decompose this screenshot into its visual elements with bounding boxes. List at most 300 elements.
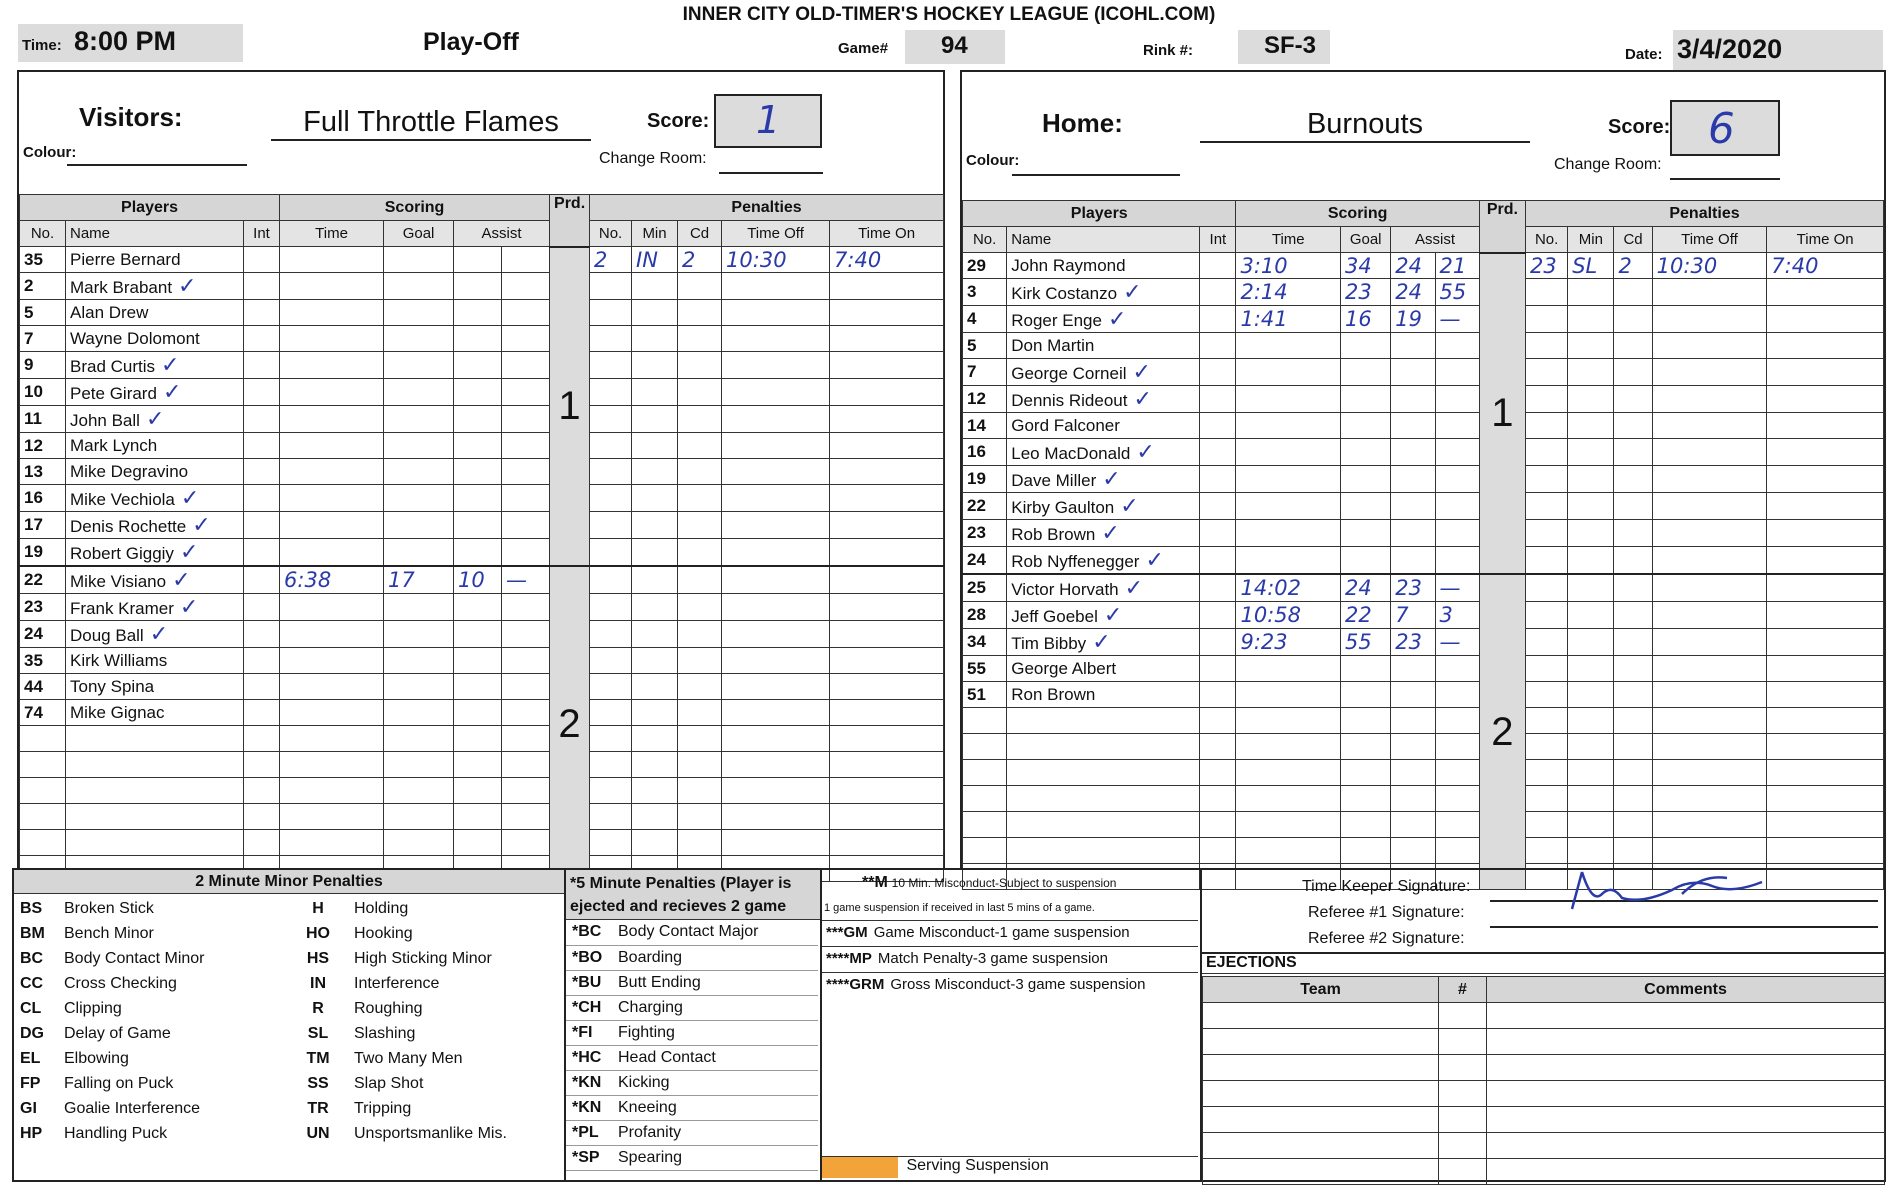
major-penalty-row [566,1020,818,1045]
int-cell [1200,359,1236,386]
int-cell [244,247,280,273]
pen-minutes [678,566,722,594]
score-assist1 [1391,812,1435,838]
player-number: 16 [20,485,66,512]
score-goal [1341,734,1391,760]
pen-time-off [1652,386,1767,413]
score-goal [1341,359,1391,386]
ejection-cell[interactable] [1487,1081,1885,1107]
pen-time-off [722,273,830,300]
ejection-row [1203,1159,1885,1185]
referee1-line [1490,926,1878,928]
ejection-cell[interactable] [1439,1055,1487,1081]
pen-code [632,566,678,594]
scoring-header: Scoring [1236,201,1479,227]
pen-minutes [1614,547,1652,575]
league-title: INNER CITY OLD-TIMER'S HOCKEY LEAGUE (ICOHL.COM) [682,4,1216,25]
pen-time-off [1652,466,1767,493]
pen-time-on [830,273,944,300]
player-name [1007,466,1200,493]
player-number: 22 [963,493,1007,520]
minor-penalty-row [14,1071,562,1096]
score-assist1: 24 [1391,253,1435,279]
player-number: 7 [963,359,1007,386]
penalty-desc: Clipping [64,999,122,1017]
player-name-text: Roger Enge [1011,311,1102,330]
pen-time-off [1652,547,1767,575]
player-number [963,734,1007,760]
score-assist2 [502,804,550,830]
pen-minutes [678,406,722,433]
player-number: 5 [20,300,66,326]
penalty-desc: Boarding [612,945,818,970]
ejection-cell[interactable] [1203,1159,1439,1185]
int-cell [244,406,280,433]
score-goal [384,300,454,326]
grid-subheader-row [963,227,1884,253]
pen-minutes [1614,386,1652,413]
ejection-cell[interactable] [1203,1029,1439,1055]
pen-time-off [1652,574,1767,602]
int-cell [244,752,280,778]
player-row [963,812,1884,838]
player-number: 34 [963,629,1007,656]
pen-code [632,700,678,726]
pen-time-on [1767,629,1884,656]
player-row [963,574,1884,602]
player-row [963,306,1884,333]
score-assist2 [502,247,550,273]
score-time [1236,682,1341,708]
minor-penalty-row [14,1096,562,1121]
pen-time-on [830,352,944,379]
pen-code [1568,493,1614,520]
players-header: Players [20,195,280,221]
pen-code [1568,359,1614,386]
pen-time-off [722,459,830,485]
int-cell [1200,574,1236,602]
player-row [20,539,944,567]
penalties-header: Penalties [1526,201,1884,227]
player-name [1007,493,1200,520]
pen-number [590,539,632,567]
score-time [280,379,384,406]
visitors-change-room-line [719,172,823,174]
pen-time-on [1767,386,1884,413]
score-goal [1341,812,1391,838]
score-assist1 [454,726,502,752]
ejection-cell[interactable] [1439,1107,1487,1133]
player-name [66,352,244,379]
player-row [963,466,1884,493]
pen-number [1526,656,1568,682]
minor-penalty-row [14,946,562,971]
score-assist2: — [1435,574,1479,602]
pen-number [1526,574,1568,602]
pen-time-on [830,778,944,804]
score-time [1236,734,1341,760]
ejection-cell[interactable] [1439,1003,1487,1029]
score-assist2 [502,300,550,326]
int-cell [1200,760,1236,786]
penalty-code: TM [306,1049,330,1067]
check-mark-icon: ✓ [179,594,199,619]
score-assist2 [1435,734,1479,760]
player-name [1007,386,1200,413]
player-number [20,830,66,856]
pen-time-on [830,594,944,621]
pen-minutes [1614,812,1652,838]
score-assist2 [502,700,550,726]
score-goal [384,459,454,485]
pen-time-on [830,485,944,512]
ejections-number-header: # [1439,977,1487,1003]
penalty-code: IN [310,974,326,992]
penalty-desc: Body Contact Minor [64,949,205,967]
player-name-text: Kirk Williams [70,650,168,670]
penalty-desc: Slap Shot [354,1074,424,1092]
int-cell [1200,306,1236,333]
score-goal [1341,520,1391,547]
player-row [20,406,944,433]
pen-time-off: 10:30 [1652,253,1767,279]
period-number: 2 [558,701,581,746]
penalty-code: TR [307,1099,329,1117]
player-name-text: Mark Lynch [70,435,158,455]
penalty-desc: Unsportsmanlike Mis. [354,1124,507,1142]
score-goal [384,648,454,674]
score-time [1236,413,1341,439]
score-assist2 [1435,466,1479,493]
pen-minutes [1614,760,1652,786]
pen-code [1568,413,1614,439]
check-mark-icon: ✓ [1103,602,1123,627]
player-number: 22 [20,566,66,594]
score-assist2 [1435,838,1479,864]
score-assist1 [454,300,502,326]
ejection-cell[interactable] [1203,1055,1439,1081]
player-name [66,778,244,804]
pen-code [1568,547,1614,575]
serving-row [822,1156,1198,1178]
ejection-row [1203,1029,1885,1055]
score-assist1 [454,406,502,433]
score-goal [1341,760,1391,786]
score-assist1 [454,247,502,273]
score-assist2 [502,433,550,459]
score-assist2 [502,512,550,539]
score-assist1 [1391,760,1435,786]
player-number [963,838,1007,864]
player-row [20,352,944,379]
pen-code [1568,466,1614,493]
pen-minutes [678,459,722,485]
pen-code [632,674,678,700]
player-row [20,778,944,804]
pen-number [590,459,632,485]
ejection-cell[interactable] [1439,1029,1487,1055]
pen-no-col-header: No. [590,221,632,247]
player-number: 28 [963,602,1007,629]
ejection-cell[interactable] [1487,1003,1885,1029]
player-name-text: Mark Brabant [70,278,173,297]
player-name [1007,413,1200,439]
pen-minutes [1614,413,1652,439]
pen-code [632,273,678,300]
pen-number [1526,279,1568,306]
pen-number [1526,333,1568,359]
pen-code [632,752,678,778]
check-mark-icon: ✓ [192,512,211,537]
m-desc: 10 Min. Misconduct-Subject to suspension [891,876,1117,890]
serving-label: Serving Suspension [906,1157,1049,1174]
pen-code [1568,760,1614,786]
misconduct-code: ****GRM [826,976,885,993]
score-assist1 [1391,466,1435,493]
ejection-cell[interactable] [1487,1159,1885,1185]
score-goal [1341,413,1391,439]
penalty-desc: Broken Stick [64,899,154,917]
score-time [1236,493,1341,520]
penalty-desc: Kneeing [612,1095,818,1120]
score-time: 2:14 [1236,279,1341,306]
ejection-cell[interactable] [1439,1159,1487,1185]
pen-minutes [678,539,722,567]
game-value: 94 [905,30,1005,64]
pen-time-off [722,539,830,567]
penalty-code: UN [306,1124,330,1142]
pen-minutes: 2 [678,247,722,273]
int-cell [244,459,280,485]
player-number: 35 [20,247,66,273]
pen-code [632,300,678,326]
period-cell [550,247,590,567]
score-time [1236,466,1341,493]
ejection-cell[interactable] [1203,1133,1439,1159]
visitors-panel [17,70,945,870]
player-name-text: Jeff Goebel [1011,607,1098,626]
penalty-desc: Holding [354,899,409,917]
ejection-cell[interactable] [1203,1081,1439,1107]
score-goal [384,326,454,352]
major-penalty-row [566,1120,818,1145]
player-name-text: Denis Rochette [70,517,187,536]
score-goal [384,726,454,752]
pen-time-on [830,726,944,752]
visitors-score: 1 [756,98,781,142]
home-panel [960,70,1886,870]
score-time [280,273,384,300]
player-row [963,656,1884,682]
major-penalty-row [566,945,818,970]
player-number: 10 [20,379,66,406]
player-row [20,326,944,352]
pen-minutes [678,273,722,300]
pen-time-on [830,433,944,459]
score-time [280,406,384,433]
score-time [280,485,384,512]
player-name-text: Mike Degravino [70,461,189,481]
penalty-code: *SP [566,1145,612,1170]
score-assist2 [502,539,550,567]
pen-time-on [1767,493,1884,520]
player-name [66,512,244,539]
pen-minutes [678,726,722,752]
pen-code [1568,520,1614,547]
ejection-cell[interactable] [1487,1029,1885,1055]
player-number: 24 [20,621,66,648]
player-number: 2 [20,273,66,300]
ejection-row [1203,1133,1885,1159]
home-colour-line [1012,174,1180,176]
pen-code: SL [1568,253,1614,279]
pen-number [1526,838,1568,864]
int-cell [1200,253,1236,279]
ejection-cell[interactable] [1439,1133,1487,1159]
visitors-colour-label: Colour: [23,144,77,161]
score-assist2 [502,594,550,621]
pen-number [1526,629,1568,656]
pen-minutes [1614,786,1652,812]
score-assist2 [1435,708,1479,734]
pen-time-on [1767,306,1884,333]
pen-minutes [678,700,722,726]
score-assist2 [502,326,550,352]
pen-time-off [1652,306,1767,333]
ejection-cell[interactable] [1487,1107,1885,1133]
score-time: 9:23 [1236,629,1341,656]
penalty-code: R [312,999,324,1017]
player-name-text: Kirk Costanzo [1011,284,1118,303]
major-list [566,920,818,1171]
player-name [66,326,244,352]
score-goal [384,804,454,830]
pen-code [632,726,678,752]
minor-penalty-row [14,921,562,946]
ejection-row [1203,1003,1885,1029]
penalty-desc: Body Contact Major [612,920,818,945]
ejection-cell[interactable] [1203,1107,1439,1133]
score-assist2 [502,379,550,406]
score-goal [384,539,454,567]
min-col-header: Min [1568,227,1614,253]
ejection-cell[interactable] [1487,1055,1885,1081]
pen-time-off [1652,333,1767,359]
minor-list [14,896,562,1146]
pen-time-off [1652,734,1767,760]
game-type: Play-Off [423,28,519,56]
player-name [1007,812,1200,838]
check-mark-icon: ✓ [172,567,191,592]
score-assist1 [454,379,502,406]
ejection-cell[interactable] [1203,1003,1439,1029]
time-on-col-header: Time On [1767,227,1884,253]
score-assist1 [1391,359,1435,386]
penalty-desc: Two Many Men [354,1049,463,1067]
pen-number [590,830,632,856]
penalty-code: *BO [566,945,612,970]
misconduct-desc: Match Penalty-3 game suspension [877,950,1108,967]
pen-no-col-header: No. [1526,227,1568,253]
minor-penalty-row [14,1046,562,1071]
score-time [1236,333,1341,359]
ejection-cell[interactable] [1487,1133,1885,1159]
pen-code [1568,734,1614,760]
int-cell [244,594,280,621]
score-time [280,594,384,621]
score-time [1236,786,1341,812]
int-cell [1200,656,1236,682]
score-assist1 [1391,682,1435,708]
period-cell [550,566,590,882]
pen-code [632,804,678,830]
pen-time-on [1767,682,1884,708]
penalty-code: HO [306,924,330,942]
score-assist1 [1391,386,1435,413]
check-mark-icon: ✓ [1136,439,1155,464]
score-assist2 [502,406,550,433]
penalty-code: CC [20,974,44,992]
player-row [963,682,1884,708]
minor-penalty-row [14,996,562,1021]
ejection-cell[interactable] [1439,1081,1487,1107]
int-cell [244,804,280,830]
pen-minutes [678,379,722,406]
score-time [1236,656,1341,682]
pen-code [1568,629,1614,656]
score-assist1 [454,752,502,778]
score-assist2 [1435,520,1479,547]
player-name [66,726,244,752]
home-change-room-line [1670,178,1780,180]
pen-time-off [722,621,830,648]
int-cell [244,674,280,700]
player-number: 12 [963,386,1007,413]
player-name-text: Victor Horvath [1011,580,1119,599]
player-name-text: George Corneil [1011,364,1127,383]
minor-penalty-row [14,971,562,996]
time-label: Time: [22,37,62,54]
penalties-header: Penalties [590,195,944,221]
pen-time-on: 7:40 [1767,253,1884,279]
pen-time-on [830,621,944,648]
time-field [18,24,243,62]
pen-time-on [1767,359,1884,386]
pen-time-off [1652,439,1767,466]
player-name [66,247,244,273]
player-number [20,752,66,778]
score-goal [1341,656,1391,682]
penalty-desc: High Sticking Minor [354,949,492,967]
player-name-text: Gord Falconer [1011,415,1120,435]
penalty-desc: Bench Minor [64,924,154,942]
penalty-code: BS [20,899,43,917]
pen-code [1568,333,1614,359]
penalty-code: SL [307,1024,329,1042]
pen-code [632,648,678,674]
pen-time-on [1767,439,1884,466]
score-goal [384,752,454,778]
pen-number [1526,466,1568,493]
score-goal [1341,682,1391,708]
pen-minutes [1614,279,1652,306]
player-name [66,485,244,512]
pen-number [590,406,632,433]
home-grid [962,200,1884,890]
player-name [66,433,244,459]
check-mark-icon: ✓ [178,273,197,298]
pen-time-on [830,326,944,352]
